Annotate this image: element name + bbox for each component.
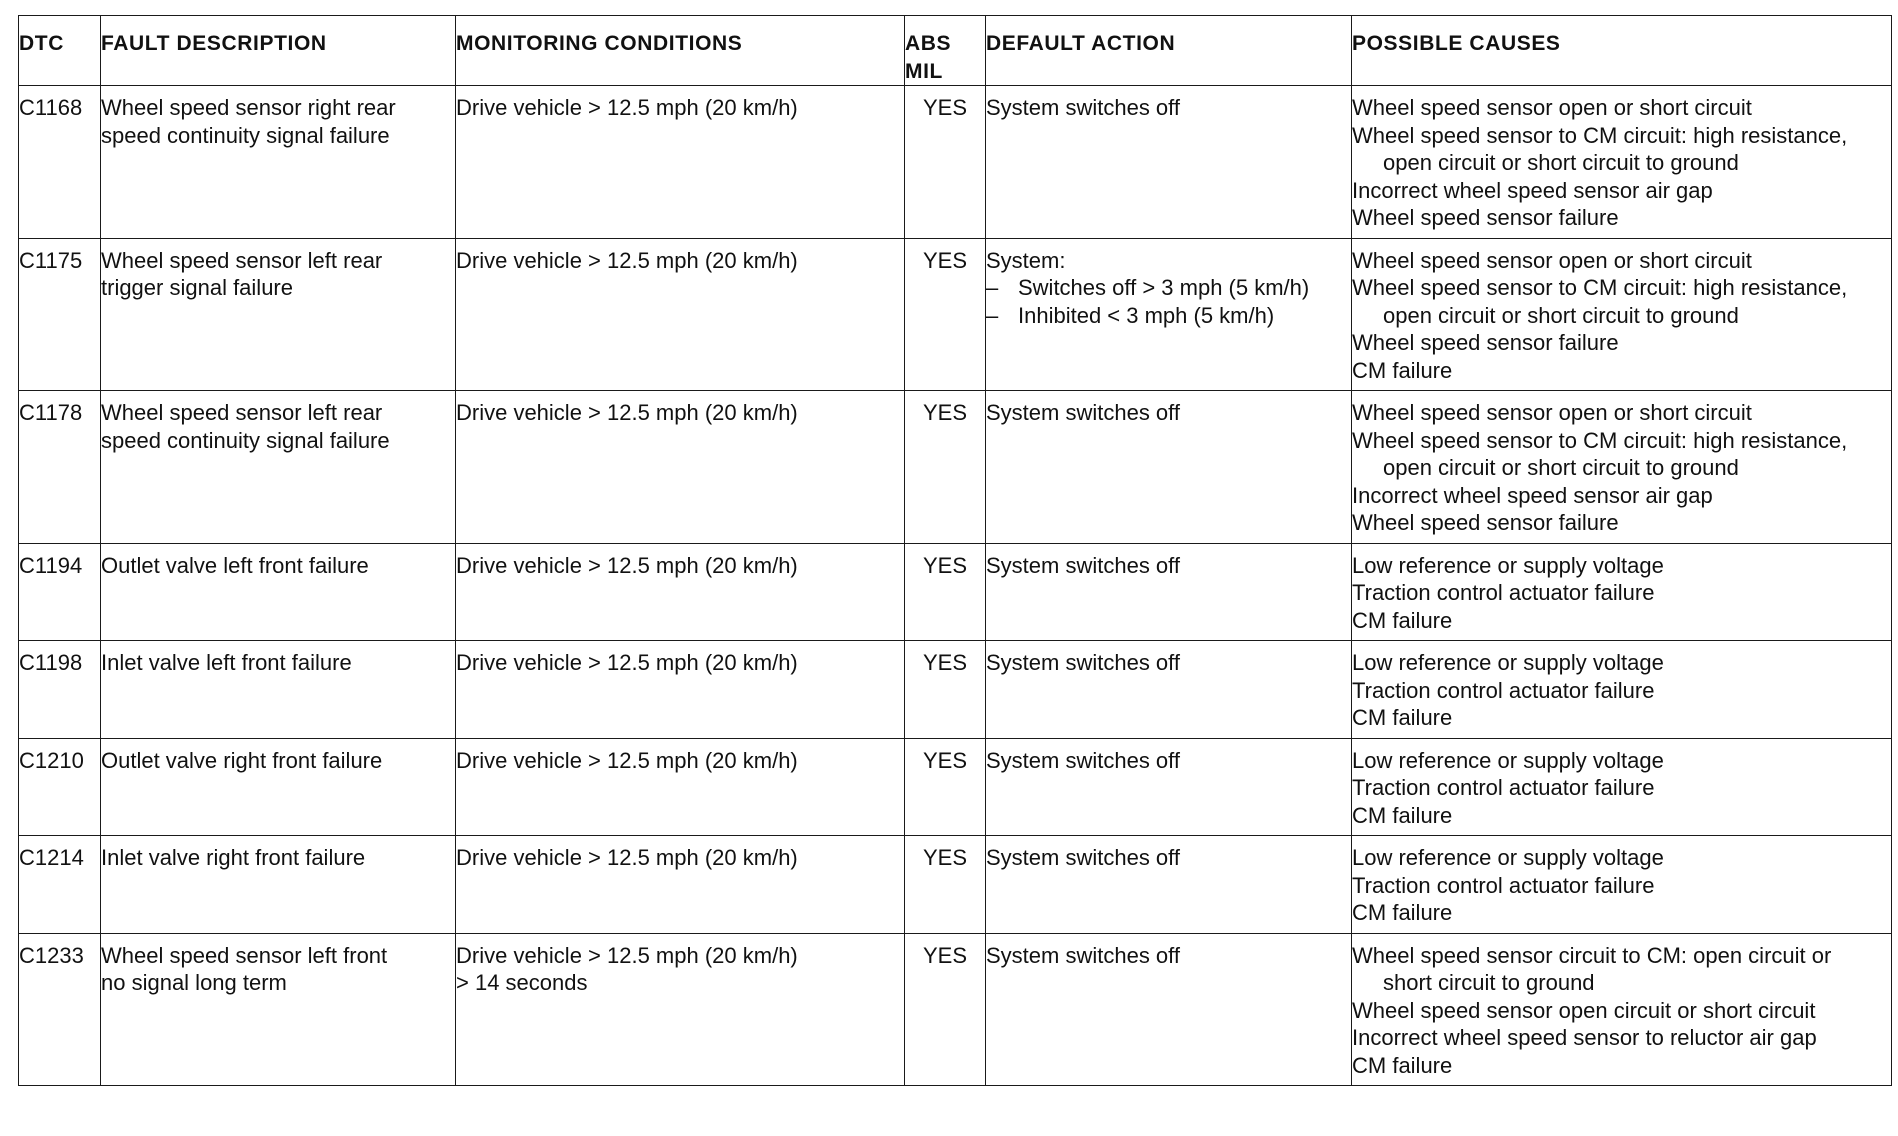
possible-cause-line: Wheel speed sensor open circuit or short circuit	[1352, 997, 1816, 1023]
possible-cause-line: open circuit or short circuit to ground	[1383, 455, 1739, 480]
possible-cause-line: Low reference or supply voltage	[1352, 747, 1664, 773]
dtc-code-cell	[19, 836, 101, 934]
abs-mil-value: YES	[922, 650, 968, 675]
possible-causes-cell	[1352, 738, 1892, 836]
possible-cause-line: Wheel speed sensor failure	[1352, 510, 1619, 535]
abs-mil-value: YES	[922, 747, 968, 773]
abs-mil-cell	[905, 391, 986, 544]
fault-description-line: Wheel speed sensor left rear	[101, 400, 383, 425]
monitoring-conditions-cell	[456, 836, 905, 934]
possible-cause-line: Wheel speed sensor to CM circuit: high resistance,	[1352, 427, 1848, 453]
fault-description-line: Wheel speed sensor left rear	[101, 247, 383, 273]
possible-causes-cell	[1352, 543, 1892, 641]
possible-cause-line: CM failure	[1352, 900, 1453, 925]
fault-description-line: Inlet valve right front failure	[101, 845, 366, 870]
abs-mil-cell	[905, 933, 986, 1086]
possible-cause-line: Wheel speed sensor open or short circuit	[1352, 247, 1752, 273]
abs-mil-cell	[905, 543, 986, 641]
abs-mil-value: YES	[922, 247, 968, 273]
possible-cause-line: Traction control actuator failure	[1352, 872, 1655, 898]
abs-mil-value: YES	[922, 845, 968, 870]
abs-mil-cell	[905, 238, 986, 391]
fault-description-cell	[101, 836, 456, 934]
possible-causes-cell	[1352, 391, 1892, 544]
possible-cause-line: Low reference or supply voltage	[1352, 552, 1664, 578]
possible-cause-line: short circuit to ground	[1383, 970, 1595, 995]
monitoring-condition-line: Drive vehicle > 12.5 mph (20 km/h)	[456, 942, 798, 968]
abs-mil-cell	[905, 641, 986, 739]
fault-description-line: Wheel speed sensor right rear	[101, 95, 396, 120]
default-action-cell	[986, 738, 1352, 836]
fault-description-cell	[101, 391, 456, 544]
possible-causes-cell	[1352, 238, 1892, 391]
possible-causes-cell	[1352, 641, 1892, 739]
table-row	[19, 391, 1892, 544]
dtc-code-cell	[19, 86, 101, 239]
possible-cause-line: CM failure	[1352, 357, 1453, 383]
fault-description-line: Inlet valve left front failure	[101, 650, 352, 675]
possible-cause-line: Low reference or supply voltage	[1352, 650, 1664, 675]
possible-cause-line: CM failure	[1352, 1052, 1453, 1078]
default-action-cell	[986, 391, 1352, 544]
possible-causes-cell	[1352, 933, 1892, 1086]
possible-cause-line: Incorrect wheel speed sensor to reluctor air gap	[1352, 1025, 1817, 1050]
monitoring-condition-line: Drive vehicle > 12.5 mph (20 km/h)	[456, 400, 798, 425]
dtc-code: C1178	[19, 400, 83, 425]
fault-description-line: Outlet valve left front failure	[101, 552, 369, 578]
default-action-item-text: Inhibited < 3 mph (5 km/h)	[1018, 302, 1275, 328]
fault-description-cell	[101, 543, 456, 641]
dtc-code-cell	[19, 391, 101, 544]
fault-description-line: no signal long term	[101, 970, 287, 995]
default-action-item	[986, 274, 1351, 302]
default-action-text: System switches off	[986, 650, 1180, 675]
header-abs-mil	[905, 16, 986, 86]
monitoring-conditions-cell	[456, 933, 905, 1086]
possible-cause-line: Wheel speed sensor failure	[1352, 205, 1619, 230]
default-action-text: System:	[986, 247, 1066, 273]
header-abs-mil-line-1: ABS	[905, 32, 952, 55]
fault-description-line: speed continuity signal failure	[101, 427, 390, 453]
possible-cause-line: Wheel speed sensor to CM circuit: high resistance,	[1352, 122, 1848, 148]
header-default-action: DEFAULT ACTION	[986, 16, 1352, 86]
header-monitoring-conditions: MONITORING CONDITIONS	[456, 16, 905, 86]
dtc-code: C1175	[19, 247, 83, 273]
possible-cause-line: CM failure	[1352, 705, 1453, 730]
default-action-cell	[986, 836, 1352, 934]
table-row	[19, 86, 1892, 239]
fault-description-line: speed continuity signal failure	[101, 122, 390, 148]
default-action-cell	[986, 641, 1352, 739]
possible-cause-line: Traction control actuator failure	[1352, 677, 1655, 703]
abs-mil-cell	[905, 738, 986, 836]
dtc-code-cell	[19, 738, 101, 836]
dtc-code: C1233	[19, 942, 84, 968]
possible-cause-line: open circuit or short circuit to ground	[1383, 302, 1739, 328]
possible-cause-line: Wheel speed sensor open or short circuit	[1352, 400, 1752, 425]
default-action-text: System switches off	[986, 845, 1180, 870]
monitoring-condition-line: Drive vehicle > 12.5 mph (20 km/h)	[456, 747, 798, 773]
fault-description-cell	[101, 86, 456, 239]
dash-bullet: –	[986, 302, 999, 328]
dtc-code-cell	[19, 543, 101, 641]
dtc-code: C1168	[19, 95, 83, 120]
monitoring-conditions-cell	[456, 86, 905, 239]
table-body	[19, 86, 1892, 1086]
default-action-text: System switches off	[986, 95, 1180, 120]
table-row	[19, 641, 1892, 739]
monitoring-conditions-cell	[456, 543, 905, 641]
monitoring-conditions-cell	[456, 738, 905, 836]
possible-cause-line: Traction control actuator failure	[1352, 775, 1655, 800]
dash-bullet: –	[986, 275, 999, 300]
default-action-text: System switches off	[986, 747, 1180, 773]
dtc-code: C1198	[19, 650, 83, 675]
fault-description-cell	[101, 641, 456, 739]
fault-description-line: trigger signal failure	[101, 275, 293, 300]
dtc-code: C1194	[19, 552, 83, 578]
header-possible-causes: POSSIBLE CAUSES	[1352, 16, 1892, 86]
dtc-code: C1210	[19, 747, 84, 773]
possible-cause-line: Low reference or supply voltage	[1352, 845, 1664, 870]
fault-description-line: Wheel speed sensor left front	[101, 942, 388, 968]
possible-cause-line: Wheel speed sensor open or short circuit	[1352, 95, 1752, 120]
monitoring-condition-line: > 14 seconds	[456, 970, 588, 995]
header-abs-mil-line-2: MIL	[905, 59, 943, 83]
monitoring-condition-line: Drive vehicle > 12.5 mph (20 km/h)	[456, 552, 798, 578]
dtc-document	[18, 15, 1891, 1086]
table-row	[19, 543, 1892, 641]
possible-cause-line: CM failure	[1352, 607, 1453, 633]
possible-cause-line: Incorrect wheel speed sensor air gap	[1352, 177, 1713, 203]
table-row	[19, 933, 1892, 1086]
abs-mil-cell	[905, 836, 986, 934]
default-action-cell	[986, 543, 1352, 641]
possible-causes-cell	[1352, 836, 1892, 934]
default-action-text: System switches off	[986, 552, 1180, 578]
possible-cause-line: CM failure	[1352, 802, 1453, 828]
possible-cause-line: Incorrect wheel speed sensor air gap	[1352, 482, 1713, 508]
possible-cause-line: Wheel speed sensor circuit to CM: open circuit or	[1352, 942, 1832, 968]
possible-cause-line: Traction control actuator failure	[1352, 580, 1655, 605]
fault-description-cell	[101, 738, 456, 836]
table-row	[19, 738, 1892, 836]
abs-mil-value: YES	[922, 95, 968, 120]
abs-mil-value: YES	[922, 552, 968, 578]
header-fault-description: FAULT DESCRIPTION	[101, 16, 456, 86]
monitoring-condition-line: Drive vehicle > 12.5 mph (20 km/h)	[456, 845, 798, 870]
default-action-item	[986, 302, 1351, 330]
abs-mil-value: YES	[922, 400, 968, 425]
fault-description-cell	[101, 933, 456, 1086]
dtc-code-cell	[19, 641, 101, 739]
monitoring-conditions-cell	[456, 641, 905, 739]
monitoring-condition-line: Drive vehicle > 12.5 mph (20 km/h)	[456, 247, 798, 273]
abs-mil-value: YES	[922, 942, 968, 968]
table-row	[19, 836, 1892, 934]
default-action-cell	[986, 238, 1352, 391]
dtc-code-cell	[19, 238, 101, 391]
abs-mil-cell	[905, 86, 986, 239]
table-row	[19, 238, 1892, 391]
fault-description-line: Outlet valve right front failure	[101, 747, 383, 773]
table-header-row	[19, 16, 1892, 86]
monitoring-condition-line: Drive vehicle > 12.5 mph (20 km/h)	[456, 650, 798, 675]
header-dtc: DTC	[19, 16, 101, 86]
possible-causes-cell	[1352, 86, 1892, 239]
monitoring-conditions-cell	[456, 238, 905, 391]
monitoring-condition-line: Drive vehicle > 12.5 mph (20 km/h)	[456, 95, 798, 120]
default-action-cell	[986, 86, 1352, 239]
default-action-text: System switches off	[986, 400, 1180, 425]
default-action-cell	[986, 933, 1352, 1086]
possible-cause-line: Wheel speed sensor to CM circuit: high resistance,	[1352, 275, 1848, 300]
dtc-code-cell	[19, 933, 101, 1086]
default-action-item-text: Switches off > 3 mph (5 km/h)	[1018, 275, 1310, 300]
fault-description-cell	[101, 238, 456, 391]
dtc-code: C1214	[19, 845, 84, 870]
possible-cause-line: open circuit or short circuit to ground	[1383, 150, 1739, 175]
default-action-text: System switches off	[986, 942, 1180, 968]
monitoring-conditions-cell	[456, 391, 905, 544]
dtc-table	[18, 15, 1892, 1086]
possible-cause-line: Wheel speed sensor failure	[1352, 330, 1619, 355]
